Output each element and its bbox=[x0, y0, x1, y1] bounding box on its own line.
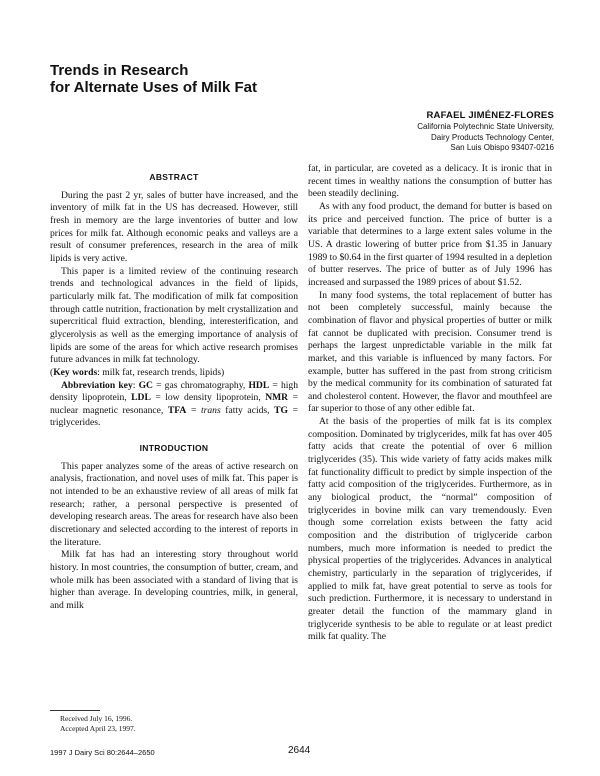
abbr-hdl: HDL bbox=[248, 379, 270, 391]
abstract-paragraph-1: During the past 2 yr, sales of butter have increased, and the inventory of milk fat in the US has decreased. However, still fresh in memory are the large inventories of butter and low prices for milk fat. Although economic peaks and valleys are a result of consumer preferences, research in the area of milk lipids is very active. bbox=[50, 189, 298, 264]
abstract-paragraph-2: This paper is a limited review of the continuing research trends and technological advances in the field of lipids, particularly milk fat. The modification of milk fat composition through cattle nutrition, fractionation by melt crystallization and supercritical fluid extraction, blending, interesterification, and glycerolysis as well as the emerging importance of analysis of lipids are some of the areas for which active research promises future advances in milk fat technology. bbox=[50, 265, 298, 366]
abbreviation-label: Abbreviation key bbox=[61, 379, 133, 391]
abbr-ldl-def: = low density lipoprotein, bbox=[150, 392, 266, 404]
footnote-divider bbox=[50, 710, 100, 711]
right-paragraph-2: In many food systems, the total replacement of butter has not been completely successful, mainly because the combination of flavor and physical properties of butter or milk fat cannot be duplicated with precision. Consumer trend is perhaps the largest unpredictable variable in the milk fat market, and this variable is influenced by many factors. For example, butter has suffered in the past from strong criticism by the medical community for its combination of saturated fat and cholesterol content. However, the flavor and mouthfeel are far superior to those of any other edible fat. bbox=[308, 289, 552, 415]
abbr-ldl: LDL bbox=[131, 392, 151, 404]
introduction-paragraph-2: Milk fat has had an interesting story throughout world history. In most countries, the consumption of butter, cream, and whole milk has been associated with a standard of living that is higher than average. In developing countries, milk, in general, and milk bbox=[50, 549, 298, 611]
introduction-paragraph-1: This paper analyzes some of the areas of active research on analysis, fractionation, and novel uses of milk fat. This paper is not intended to be an exhaustive review of all areas of milk fat research; rather, a personal perspective is presented of developing research areas. The areas for research have also been discretionary and selected according to the interest of reports in the literature. bbox=[50, 460, 298, 548]
abbr-tg: TG bbox=[274, 404, 288, 416]
received-date: Received July 16, 1996. bbox=[60, 714, 133, 723]
author-block bbox=[417, 109, 554, 154]
abbr-tfa-eq: = bbox=[186, 404, 201, 416]
page-number: 2644 bbox=[288, 745, 311, 756]
right-paragraph-0: fat, in particular, are coveted as a delicacy. It is ironic that in recent times in wealthy nations the consumption of butter has been steadily declining. bbox=[308, 163, 552, 200]
title-line-2: for Alternate Uses of Milk Fat bbox=[50, 79, 257, 96]
right-column bbox=[308, 163, 552, 644]
keywords-list: : milk fat, research trends, lipids) bbox=[97, 366, 225, 378]
author-name: RAFAEL JIMÉNEZ-FLORES bbox=[426, 110, 554, 121]
abbr-nmr-def: = nuclear magnetic resonance, bbox=[50, 392, 298, 416]
right-paragraph-3: At the basis of the properties of milk fat is its complex composition. Dominated by triglycerides, milk fat has over 405 fatty acids that create the potential of over 6 million triglycerides (35). This wide variety of fatty acids makes milk fat functionality difficult to predict by simple inspection of the fatty acid composition of the triglycerides. Furthermore, as in any biological product, the “normal” composition of triglycerides in bovine milk can vary tremendously. Even though some correlation exists between the fatty acid composition and the distribution of triglyceride carbon numbers, much more information is needed to predict the physical properties of the triglycerides. Advances in analytical chemistry, particularly in the separation of triglycerides, if applied to milk fat, have great potential to serve as tools for such prediction. Furthermore, it is necessary to understand in greater detail the function of the mammary gland in triglyceride synthesis to be able to regulate or at least predict milk fat quality. The bbox=[308, 416, 552, 643]
abbr-gc-def: = gas chromatography, bbox=[152, 379, 249, 391]
right-paragraph-1: As with any food product, the demand for butter is based on its price and perceived function. The price of butter is a variable that determines to a large extent sales volume in the US. A drastic lowering of butter price from $1.35 in January 1989 to $0.64 in the first quarter of 1994 resulted in a depletion of butter reserves. The price of butter as of July 1996 has increased and surpassed the 1989 prices of about $1.52. bbox=[308, 200, 552, 288]
abbr-tfa-def: fatty acids, bbox=[220, 404, 275, 416]
abbr-hdl-def: = high density lipoprotein, bbox=[50, 379, 299, 404]
abbr-nmr: NMR bbox=[265, 392, 289, 404]
journal-citation: 1997 J Dairy Sci 80:2644–2650 bbox=[50, 748, 155, 757]
keywords: (Key words: milk fat, research trends, lipids) bbox=[50, 366, 225, 378]
article-title bbox=[50, 62, 257, 96]
abbr-gc: GC bbox=[138, 379, 153, 391]
abbr-tg-def: = triglycerides. bbox=[50, 404, 298, 429]
abbreviation-key: Abbreviation key: GC = gas chromatography, HDL = high density lipoprotein, LDL = low density lipoprotein, NMR = nuclear magnetic resonance, TFA = trans fatty acids, TG = triglycerides. bbox=[50, 379, 299, 429]
title-line-1: Trends in Research bbox=[50, 62, 189, 79]
accepted-date: Accepted April 23, 1997. bbox=[60, 724, 136, 733]
affiliation-line-1: California Polytechnic State University, bbox=[417, 122, 554, 131]
abbr-trans: trans bbox=[200, 404, 221, 416]
abstract-heading: ABSTRACT bbox=[149, 172, 199, 182]
abbr-tfa: TFA bbox=[167, 404, 187, 416]
introduction-heading: INTRODUCTION bbox=[139, 443, 209, 454]
keywords-label: Key words bbox=[53, 366, 98, 378]
affiliation-line-2: Dairy Products Technology Center, bbox=[430, 132, 554, 142]
footnotes bbox=[60, 714, 136, 734]
affiliation-line-3: San Luis Obispo 93407-0216 bbox=[450, 143, 554, 152]
left-column bbox=[50, 171, 298, 613]
